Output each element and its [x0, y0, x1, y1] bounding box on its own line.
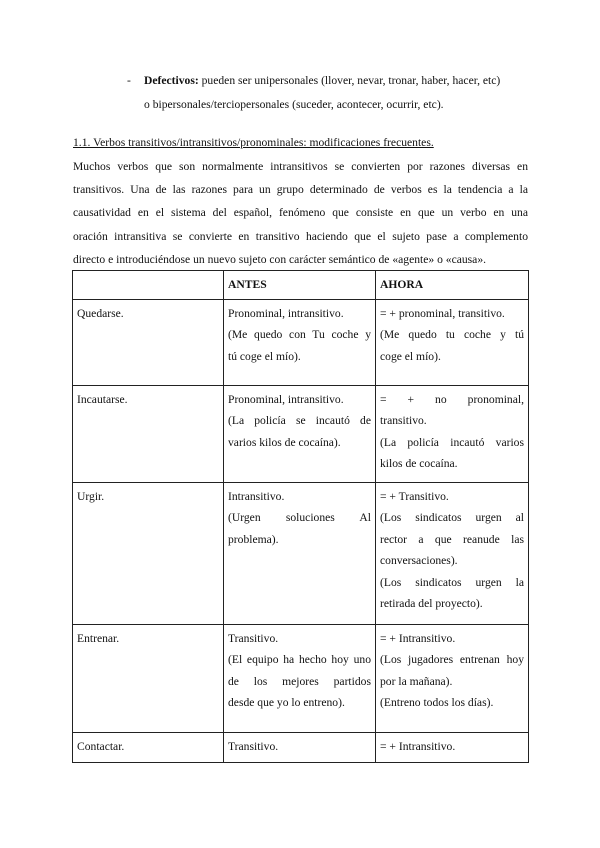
antes-cell: [224, 299, 376, 385]
verb-cell: Urgir.: [73, 482, 224, 624]
ahora-line: coge el mío).: [380, 349, 441, 363]
antes-line: varios kilos de cocaína).: [228, 435, 341, 449]
ahora-cell: [376, 385, 529, 482]
ahora-line: (Los jugadores entrenan hoy: [380, 653, 524, 666]
ahora-line: (La policía incautó varios: [380, 435, 524, 449]
paragraph-line: causatividad en el sistema del español, fenómeno que consiste en que un verbo en una: [73, 206, 528, 220]
antes-line: (El equipo ha hecho hoy uno: [228, 653, 371, 666]
antes-line: Pronominal, intransitivo.: [228, 392, 344, 406]
ahora-line: por la mañana).: [380, 674, 453, 688]
antes-line: Transitivo.: [228, 631, 279, 645]
table-row: [73, 482, 529, 624]
section-heading: 1.1. Verbos transitivos/intransitivos/pronominales: modificaciones frecuentes.: [73, 136, 434, 149]
paragraph-line: directo e introduciéndose un nuevo sujeto con carácter semántico de «agente» o «causa».: [73, 252, 487, 266]
table-header-row: [73, 271, 529, 300]
bullet-line-1-text: pueden ser unipersonales (llover, nevar, tronar, haber, hacer, etc): [198, 74, 501, 87]
body-paragraph: [73, 155, 528, 271]
antes-line: (La policía se incautó de: [228, 414, 371, 427]
bullet-dash: -: [127, 74, 131, 87]
paragraph-line: transitivos. Una de las razones para un grupo determinado de verbos es la tendencia a la: [73, 183, 528, 197]
antes-line: Pronominal, intransitivo.: [228, 306, 344, 320]
header-cell-ahora: AHORA: [376, 271, 529, 300]
table-row: [73, 385, 529, 482]
ahora-line: kilos de cocaína.: [380, 457, 458, 470]
antes-cell: [224, 385, 376, 482]
ahora-cell: [376, 299, 529, 385]
paragraph-line: oración intransitiva se convierte en transitivo haciendo que el sujeto pase a complemento: [73, 229, 528, 243]
ahora-line: = + Intransitivo.: [380, 739, 456, 753]
table-row: [73, 299, 529, 385]
ahora-line: = + no pronominal,: [380, 392, 524, 406]
antes-line: tú coge el mío).: [228, 349, 301, 363]
verbs-table: [72, 270, 529, 763]
bullet-line-2: o bipersonales/terciopersonales (suceder, acontecer, ocurrir, etc).: [144, 98, 444, 111]
antes-line: desde que yo lo entreno).: [228, 696, 345, 709]
antes-line: (Urgen soluciones Al: [228, 511, 371, 524]
antes-line: problema).: [228, 532, 279, 546]
ahora-line: rector a que reanude las: [380, 532, 524, 546]
ahora-line: = + Intransitivo.: [380, 631, 456, 645]
verb-cell: Entrenar.: [73, 624, 224, 732]
ahora-line: (Entreno todos los días).: [380, 696, 494, 709]
header-cell-antes: ANTES: [224, 271, 376, 300]
verb-cell: Contactar.: [73, 732, 224, 762]
ahora-line: conversaciones).: [380, 554, 458, 567]
ahora-line: (Los sindicatos urgen la: [380, 575, 524, 589]
antes-line: de los mejores partidos: [228, 674, 371, 688]
ahora-line: = + pronominal, transitivo.: [380, 306, 505, 320]
table-row: [73, 624, 529, 732]
antes-cell: [224, 732, 376, 762]
bullet-line-1: [144, 69, 529, 93]
paragraph-line: Muchos verbos que son normalmente intransitivos se convierten por razones diversas en: [73, 160, 528, 173]
ahora-line: = + Transitivo.: [380, 489, 449, 503]
antes-cell: [224, 624, 376, 732]
verb-cell: Quedarse.: [73, 299, 224, 385]
antes-cell: [224, 482, 376, 624]
antes-line: (Me quedo con Tu coche y: [228, 328, 371, 341]
ahora-cell: [376, 732, 529, 762]
antes-line: Transitivo.: [228, 739, 279, 753]
bullet-defectivos: [127, 69, 529, 117]
table-row: [73, 732, 529, 762]
header-cell-empty: [73, 271, 224, 300]
ahora-line: transitivo.: [380, 414, 427, 427]
ahora-line: (Me quedo tu coche y tú: [380, 328, 524, 341]
bullet-term: Defectivos:: [144, 74, 199, 87]
ahora-cell: [376, 624, 529, 732]
antes-line: Intransitivo.: [228, 489, 285, 503]
verb-cell: Incautarse.: [73, 385, 224, 482]
ahora-cell: [376, 482, 529, 624]
ahora-line: (Los sindicatos urgen al: [380, 511, 524, 524]
ahora-line: retirada del proyecto).: [380, 597, 483, 610]
